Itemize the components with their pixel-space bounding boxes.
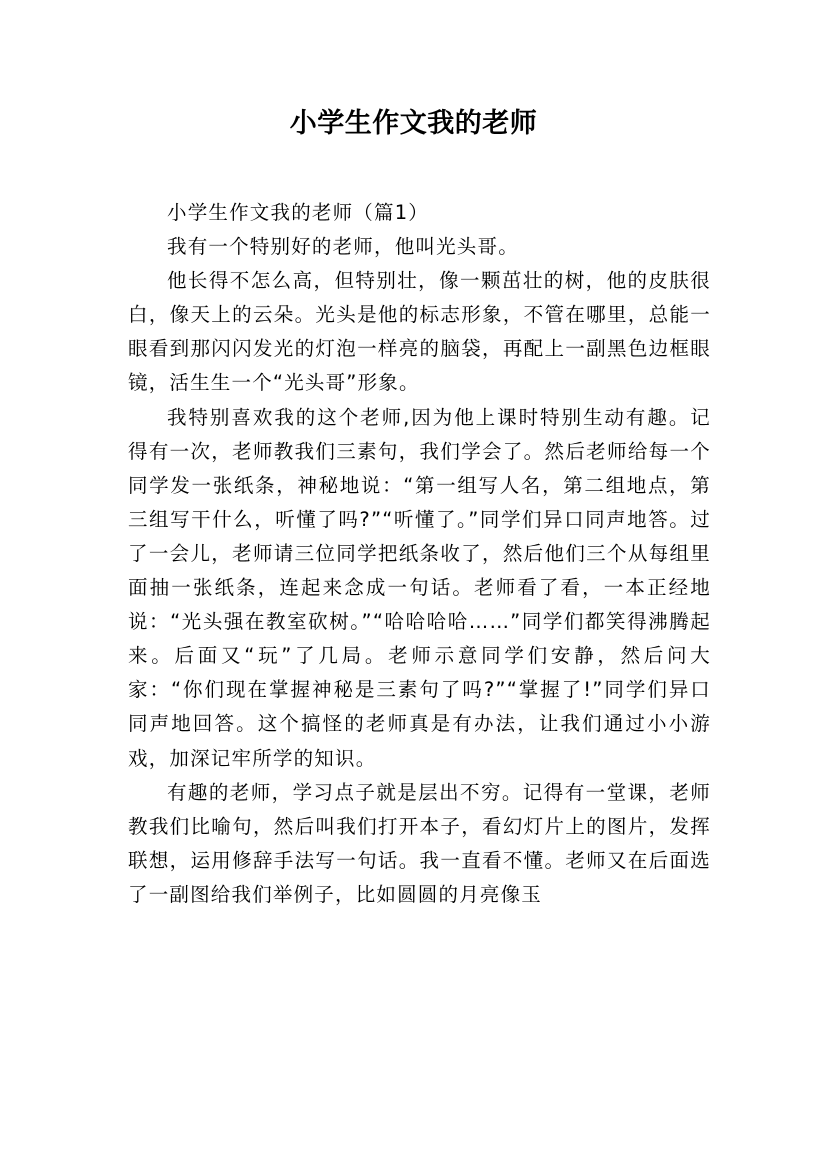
document-title: 小学生作文我的老师 <box>289 108 538 139</box>
paragraph: 我有一个特别好的老师，他叫光头哥。 <box>167 235 519 259</box>
paragraph: 有趣的老师，学习点子就是层出不穷。记得有一堂课，老师教我们比喻句，然后叫我们打开本子，看幻灯片上的图片，发挥联想，运用修辞手法写一句话。我一直看不懂。老师又在后面选了一副图给我们举例子，比如圆圆的月亮像玉 <box>128 780 711 906</box>
paragraph: 我特别喜欢我的这个老师,因为他上课时特别生动有趣。记得有一次，老师教我们三素句，我们学会了。然后老师给每一个同学发一张纸条，神秘地说：“第一组写人名，第二组地点，第三组写干什么，听懂了吗?”“听懂了。”同学们异口同声地答。过了一会儿，老师请三位同学把纸条收了，然后他们三个从每组里面抽一张纸条，连起来念成一句话。老师看了看，一本正经地说：“光头强在教室砍树。”“哈哈哈哈……”同学们都笑得沸腾起来。后面又“玩”了几局。老师示意同学们安静，然后问大家：“你们现在掌握神秘是三素句了吗?”“掌握了!”同学们异口同声地回答。这个搞怪的老师真是有办法，让我们通过小小游戏，加深记牢所学的知识。 <box>128 405 711 770</box>
document-body <box>128 196 711 912</box>
section-heading: 小学生作文我的老师（篇1） <box>167 201 430 224</box>
paragraph: 他长得不怎么高，但特别壮，像一颗茁壮的树，他的皮肤很白，像天上的云朵。光头是他的标志形象，不管在哪里，总能一眼看到那闪闪发光的灯泡一样亮的脑袋，再配上一副黑色边框眼镜，活生生一个“光头哥”形象。 <box>128 269 711 395</box>
